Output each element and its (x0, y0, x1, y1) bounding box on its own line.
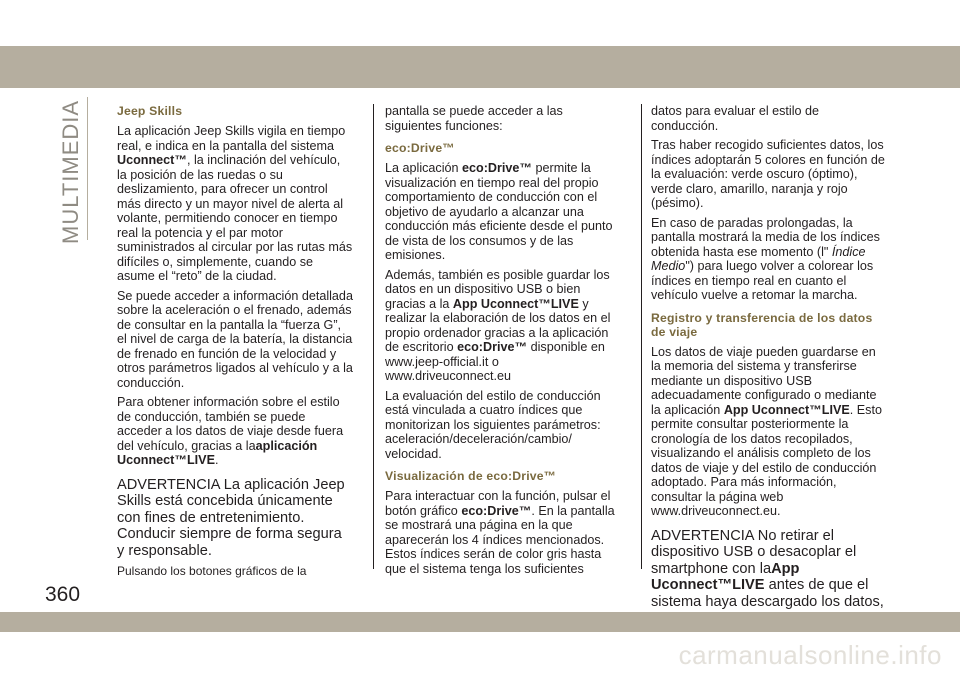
text-bold: App Uconnect™LIVE (452, 296, 579, 311)
heading-ecodrive: eco:Drive™ (385, 141, 455, 155)
header-stripe (0, 46, 960, 88)
text: En caso de paradas prolongadas, la pantalla mostrará la media de los índices obtenida hasta ese momento (l" (651, 215, 880, 259)
column-3 (651, 104, 887, 615)
text: ADVERTENCIA No retirar el dispositivo USB o desacoplar el smartphone con la (651, 527, 857, 577)
watermark: carmanualsonline.info (678, 640, 942, 670)
text-bold: App Uconnect™LIVE (723, 402, 850, 417)
text: La aplicación Jeep Skills vigila en tiempo real, e indica en la pantalla del sistema (117, 124, 346, 153)
heading-trip-data: Registro y transferencia de los datos de viaje (651, 310, 873, 339)
paragraph (117, 124, 353, 284)
text: Para interactuar con la función, pulsar el botón gráfico (385, 489, 611, 518)
column-divider (641, 104, 642, 569)
paragraph: datos para evaluar el estilo de conducción. (651, 104, 820, 133)
text-bold: eco:Drive™ (457, 340, 528, 354)
paragraph (385, 268, 621, 384)
section-rule (87, 97, 88, 240)
paragraph: Tras haber recogido suficientes datos, los índices adoptarán 5 colores en función de la evaluación: verde oscuro (óptimo), verde claro, amarillo, naranja y rojo (pésimo). (651, 138, 885, 210)
text: . En la pantalla se mostrará una página en la que aparecerán los 4 índices mencionados. Estos índices serán de color gris hasta que el sistema tenga los suficientes (385, 503, 615, 576)
heading-jeep-skills: Jeep Skills (117, 104, 183, 118)
column-divider (373, 104, 374, 569)
section-label: MULTIMEDIA (58, 100, 83, 245)
text: disponible en www.jeep-official.it o www.driveuconnect.eu (385, 340, 605, 383)
heading-ecodrive-visualization: Visualización de eco:Drive™ (385, 469, 557, 483)
text-bold: App Uconnect™LIVE (651, 560, 800, 593)
paragraph: Se puede acceder a información detallada sobre la aceleración o el frenado, además de consultar en la pantalla la “fuerza G”, el nivel de carga de la batería, la distancia de frenado en función de la velocidad y otros parámetros ligados al vehículo y a la conducción. (117, 288, 353, 390)
text: . (214, 453, 219, 467)
paragraph (117, 395, 353, 468)
text: antes de que el sistema haya descargado los datos, (651, 577, 884, 610)
paragraph: La evaluación del estilo de conducción está vinculada a cuatro índices que monitorizan los siguientes parámetros: aceleración/deceleración/cambio/ velocidad. (385, 388, 601, 461)
column-1 (117, 104, 353, 584)
text-bold: Uconnect™ (117, 153, 187, 167)
text-bold: eco:Drive™ (461, 503, 532, 518)
column-2 (385, 104, 621, 581)
text: permite la visualización en tiempo real del propio comportamiento de conducción con el objetivo de ayudarlo a alcanzar una conducción más eficiente desde el punto de vista de los consumos y de las emisiones. (385, 161, 613, 262)
text-bold: aplicación Uconnect™LIVE (117, 438, 318, 467)
page-number: 360 (45, 583, 81, 606)
paragraph (651, 216, 887, 303)
text-italic: Índice Medio (651, 244, 866, 273)
text: Para obtener información sobre el estilo de conducción, también se puede acceder a los datos de viaje desde fuera del vehículo, gracias a la (117, 395, 344, 453)
text: ") para luego volver a colorear los índices en tiempo real en cuanto el vehículo vuelve a retomar la marcha. (651, 259, 874, 302)
header-band (0, 0, 960, 88)
header-top-margin (0, 0, 960, 46)
text: Los datos de viaje pueden guardarse en la memoria del sistema y transferirse mediante un dispositivo USB adecuadamente configurado o mediante la aplicación (651, 344, 877, 417)
text: Además, también es posible guardar los datos en un dispositivo USB o bien gracias a la (385, 267, 610, 311)
text: . Esto permite consultar posteriormente la cronología de los datos recopilados, visualizando el análisis completo de los datos de viaje y del estilo de conducción adoptado. Para más información, consultar la página web www.driveuconnect.eu. (651, 402, 882, 518)
text: , la inclinación del vehículo, la posición de las ruedas o su deslizamiento, para ofrecer un control más directo y un mayor nivel de alerta al volante, permitiendo conocer en tiempo real la potencia y el par motor suministrados al circular por las rutas más difíciles o, simplemente, cuando se asume el “reto” de la ciudad. (117, 153, 353, 283)
paragraph (385, 489, 621, 576)
footer-band (0, 612, 960, 632)
paragraph (385, 161, 621, 263)
text: La aplicación (385, 161, 463, 175)
paragraph: pantalla se puede acceder a las siguientes funciones: (385, 104, 563, 133)
warning-note (651, 528, 887, 611)
paragraph (651, 345, 887, 519)
paragraph: Pulsando los botones gráficos de la (117, 564, 307, 578)
text-bold: eco:Drive™ (462, 161, 533, 175)
warning-note: ADVERTENCIA La aplicación Jeep Skills está concebida únicamente con fines de entretenimiento. Conducir siempre de forma segura y responsable. (117, 476, 345, 559)
text: y realizar la elaboración de los datos en el propio ordenador gracias a la aplicación de escritorio (385, 296, 611, 354)
